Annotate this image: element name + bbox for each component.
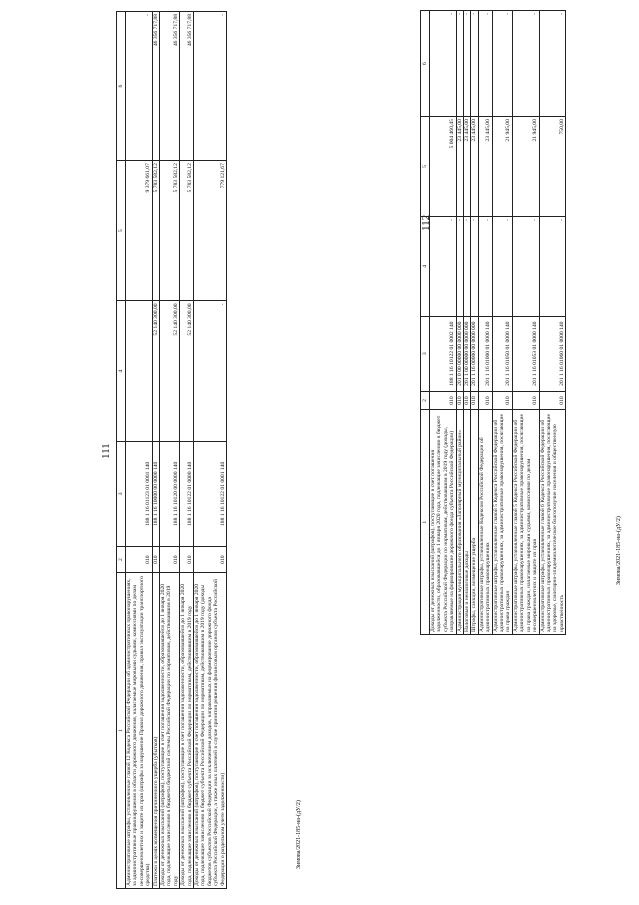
table-header-row	[421, 11, 430, 635]
row-col6-value: 46 356 717,88	[152, 12, 159, 161]
row-description: Налоговые и неналоговые доходы	[464, 410, 471, 635]
row-budget-code: 188 1 16 10120 00 0000 140	[160, 441, 180, 546]
row-admin-code: 010	[464, 391, 471, 410]
page-112	[320, 0, 639, 905]
row-budget-code: 188 1 16 10122 01 0000 140	[180, 441, 194, 546]
row-col4-value: 52 140 300,00	[180, 301, 194, 441]
row-col6-value: -	[464, 11, 471, 117]
row-col6-value: -	[126, 12, 153, 161]
row-description: Администрация муниципального образования «Заполярный муниципальный район»	[456, 410, 463, 635]
table-row	[492, 11, 512, 635]
row-col5-value: 23 445,00	[478, 117, 492, 217]
header-col-2: 2	[117, 546, 126, 572]
header-col-5: 5	[117, 161, 126, 301]
header-col-4: 4	[117, 301, 126, 441]
row-budget-code: 201 1 16 01053 01 0000 140	[512, 316, 539, 391]
row-description: Доходы от денежных взысканий (штрафов), поступающие в счет погашения задолженности, образовавшейся до 1 января 2020 года, подлежащие зачислению в бюджет субъекта Российской Федерации по нормативам, действовавшим в 2019 году	[180, 573, 194, 889]
row-admin-code: 010	[539, 391, 566, 410]
table-row	[478, 11, 492, 635]
row-col6-value: -	[539, 11, 566, 117]
row-col5-value: 779 121,67	[194, 161, 227, 301]
table-row	[539, 11, 566, 635]
row-col6-value: 46 356 717,88	[180, 12, 194, 161]
table-row	[464, 11, 471, 635]
row-budget-code: 201 1 16 00000 00 0000 000	[471, 316, 478, 391]
row-description: Доходы от денежных взысканий (штрафов), поступающие в счет погашения задолженности, образовавшейся до 1 января 2020 года, подлежащие зачислению в бюджеты бюджетной системы Российской Федерации по нормативам, действовавшим в 2019 году	[160, 573, 180, 889]
row-admin-code: 010	[180, 546, 194, 572]
table-row	[471, 11, 478, 635]
row-admin-code: 010	[152, 546, 159, 572]
table-row	[152, 12, 159, 889]
row-description: Доходы от денежных взысканий (штрафов), поступающие в счет погашения задолженности, образовавшейся до 1 января 2020 года, подлежащие зачислению в бюджет субъекта Российской Федерации по нормативам, действовавшим в 2019 году (доходы бюджетов субъектов Российской Федерации за исключением доходов, направляемых на формирование дорожного фонда субъекта Российской Федерации, а также иных платежей в случае принятия решения финансовым органом субъекта Российской Федерации о раздельном учете задолженности)	[194, 573, 227, 889]
row-budget-code: 188 1 16 10000 00 0000 140	[152, 441, 159, 546]
row-col5-value: 23 445,00	[456, 117, 463, 217]
table-row	[160, 12, 180, 889]
row-admin-code: 010	[478, 391, 492, 410]
header-col-3: 3	[421, 316, 430, 391]
table-row	[180, 12, 194, 889]
row-budget-code: 201 0 00 00000 00 0000 000	[456, 316, 463, 391]
table-row	[512, 11, 539, 635]
row-budget-code: 201 1 16 01000 01 0000 140	[478, 316, 492, 391]
row-col4-value: 52 140 300,00	[160, 301, 180, 441]
row-budget-code: 188 1 16 01123 01 0001 140	[126, 441, 153, 546]
table-row	[456, 11, 463, 635]
row-admin-code: 010	[471, 391, 478, 410]
table-header-row	[117, 12, 126, 889]
row-col4-value: -	[492, 216, 512, 316]
row-admin-code: 010	[126, 546, 153, 572]
row-description: Административные штрафы, установленные Кодексом Российской Федерации об административных правонарушениях	[478, 410, 492, 635]
row-col4-value: -	[478, 216, 492, 316]
row-col5-value: 9 379 661,07	[126, 161, 153, 301]
table-row	[126, 12, 153, 889]
header-col-4: 4	[421, 216, 430, 316]
row-col6-value: -	[512, 11, 539, 117]
row-col5-value: 5 783 582,12	[160, 161, 180, 301]
header-col-6: 6	[117, 12, 126, 161]
row-budget-code: 201 1 16 01050 01 0000 140	[492, 316, 512, 391]
revenue-table	[116, 11, 227, 889]
header-col-1: 1	[421, 410, 430, 635]
row-col6-value: -	[430, 11, 457, 117]
row-col6-value: -	[478, 11, 492, 117]
row-admin-code: 010	[194, 546, 227, 572]
page-footer: Зимова/2021-185-на-(дУ/2)	[616, 516, 622, 585]
row-budget-code: 188 1 16 10122 01 0002 140	[430, 316, 457, 391]
row-col4-value: -	[464, 216, 471, 316]
row-col5-value: 23 445,00	[471, 117, 478, 217]
row-col6-value: -	[456, 11, 463, 117]
row-budget-code: 201 1 16 01060 01 0000 140	[539, 316, 566, 391]
row-col4-value: -	[471, 216, 478, 316]
row-col4-value: -	[430, 216, 457, 316]
row-admin-code: 010	[456, 391, 463, 410]
row-col4-value: -	[539, 216, 566, 316]
table-row	[194, 12, 227, 889]
row-admin-code: 010	[512, 391, 539, 410]
row-admin-code: 010	[430, 391, 457, 410]
row-col4-value: -	[194, 301, 227, 441]
table-row	[430, 11, 457, 635]
row-col5-value: 23 445,00	[464, 117, 471, 217]
header-col-6: 6	[421, 11, 430, 117]
page-number: 111	[100, 443, 112, 459]
header-col-2: 2	[421, 391, 430, 410]
row-description: Платежи в целях возмещения причиненного ущерба (убытков)	[152, 573, 159, 889]
page-footer: Зимова/2021-185-на-(дУ/2)	[296, 800, 302, 869]
header-col-5: 5	[421, 117, 430, 217]
row-col5-value: 21 945,00	[512, 117, 539, 217]
row-admin-code: 010	[160, 546, 180, 572]
header-col-3: 3	[117, 441, 126, 546]
row-col4-value: -	[512, 216, 539, 316]
row-col5-value: 750,00	[539, 117, 566, 217]
row-budget-code: 201 1 00 00000 00 0000 000	[464, 316, 471, 391]
row-description: Доходы от денежных взысканий (штрафов), поступающие в счет погашения задолженности, образовавшейся до 1 января 2020 года, подлежащие зачислению в бюджет субъекта Российской Федерации по нормативам, действовавшим в 2019 году (доходы, направляемые на формирование дорожного фонда субъекта Российской Федерации)	[430, 410, 457, 635]
row-admin-code: 010	[492, 391, 512, 410]
row-description: Административные штрафы, установленные главой 6 Кодекса Российской Федерации об административных правонарушениях, за административные правонарушения, посягающие на здоровье, санитарно-эпидемиологическое благополучие населения и общественную нравственность	[539, 410, 566, 635]
row-col6-value: -	[492, 11, 512, 117]
row-description: Административные штрафы, установленные главой 5 Кодекса Российской Федерации об административных правонарушениях, за административные правонарушения, посягающие на права граждан	[492, 410, 512, 635]
row-col6-value: 46 356 717,88	[160, 12, 180, 161]
row-description: Административные штрафы, установленные главой 12 Кодекса Российской Федерации об административных правонарушениях, за административные правонарушения в области дорожного движения, налагаемые мировыми судьями, комиссиями по делам несовершеннолетних и защите их прав (штрафы за нарушение Правил дорожного движения, правил эксплуатации транспортного средства)	[126, 573, 153, 889]
row-budget-code: 188 1 16 10122 01 0001 140	[194, 441, 227, 546]
row-col5-value: 5 783 582,12	[152, 161, 159, 301]
row-col4-value: -	[456, 216, 463, 316]
row-col4-value: 52 140 300,00	[152, 301, 159, 441]
revenue-table	[420, 10, 566, 635]
row-description: Административные штрафы, установленные главой 5 Кодекса Российской Федерации об административных правонарушениях, за административные правонарушения, посягающие на права граждан, налагаемые мировыми судьями, комиссиями по делам несовершеннолетних и защите их прав	[512, 410, 539, 635]
page-number: 112	[420, 214, 432, 231]
row-col4-value	[126, 301, 153, 441]
row-description: Штрафы, санкции, возмещение ущерба	[471, 410, 478, 635]
row-col5-value: 5 004 460,45	[430, 117, 457, 217]
row-col6-value: -	[471, 11, 478, 117]
row-col5-value: 21 945,00	[492, 117, 512, 217]
header-col-1: 1	[117, 573, 126, 889]
row-col5-value: 5 783 582,12	[180, 161, 194, 301]
row-col6-value: -	[194, 12, 227, 161]
